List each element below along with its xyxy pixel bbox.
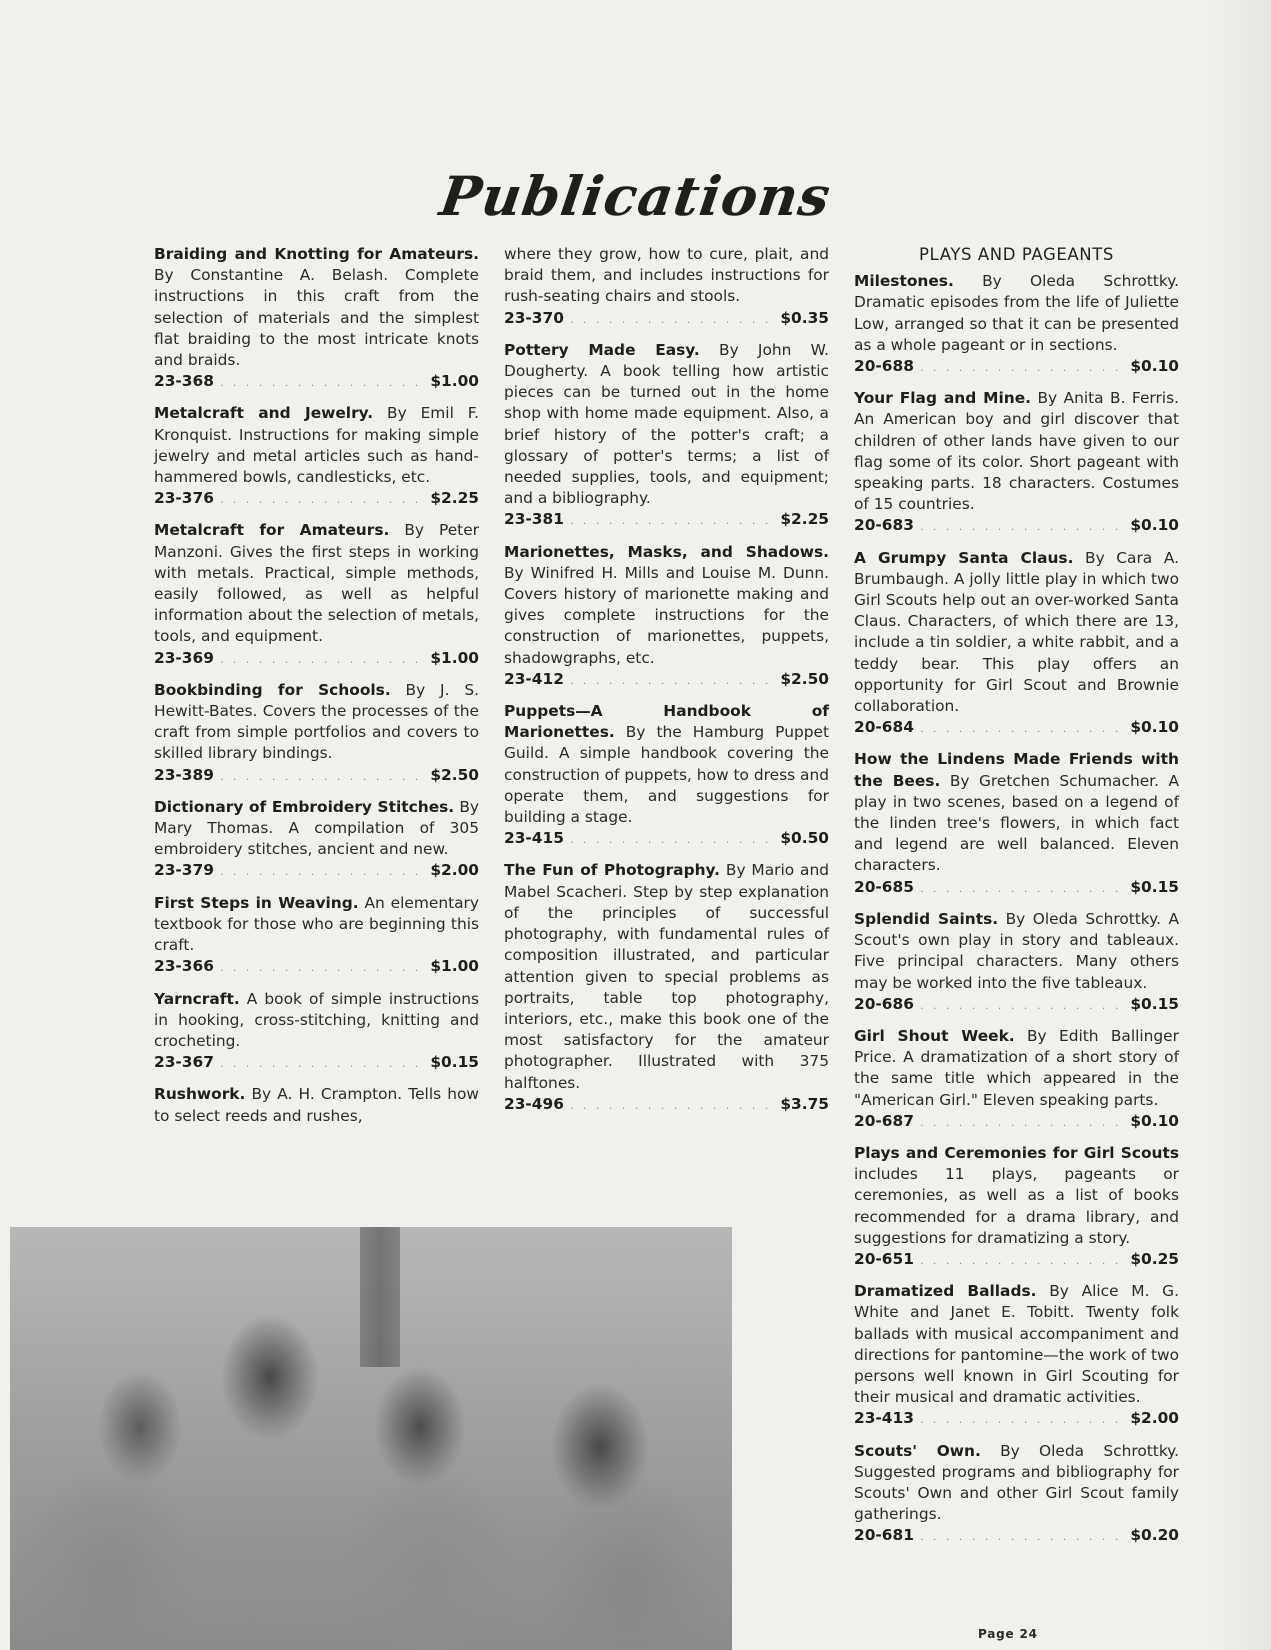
entry-title: Pottery Made Easy.	[504, 340, 700, 359]
entry-price: $2.50	[430, 765, 479, 784]
entry-code: 23-379	[154, 861, 214, 880]
price-line	[154, 860, 479, 882]
entry-code: 23-376	[154, 489, 214, 508]
entry-title: Dramatized Ballads.	[854, 1282, 1037, 1301]
entry-code: 23-367	[154, 1053, 214, 1072]
entry-price: $1.00	[430, 372, 479, 391]
entry-title: Puppets—A Handbook of Marionettes.	[504, 702, 829, 742]
price-line	[504, 308, 829, 330]
entry-price: $0.20	[1130, 1526, 1179, 1545]
catalog-entry	[854, 388, 1179, 537]
dot-leader	[920, 516, 1124, 537]
price-line	[504, 509, 829, 531]
dot-leader	[220, 372, 424, 393]
entry-description: where they grow, how to cure, plait, and braid them, and includes instructions for rush-seating chairs and stools.	[504, 245, 829, 306]
page-number: Page 24	[978, 1627, 1038, 1641]
entry-price: $1.00	[430, 648, 479, 667]
dot-leader	[920, 357, 1124, 378]
entry-description: By Oleda Schrottky. A Scout's own play in story and tableaux. Five principal characters. Many others may be worked into the five tableaux.	[854, 909, 1179, 992]
entry-code: 23-366	[154, 957, 214, 976]
price-line	[854, 1408, 1179, 1430]
entry-title: Marionettes, Masks, and Shadows.	[504, 542, 829, 561]
catalog-entry-continued	[154, 1084, 479, 1126]
price-line	[154, 648, 479, 670]
catalog-entry	[854, 1441, 1179, 1548]
column-plays-and-pageants	[854, 244, 1179, 1558]
entry-description: By Alice M. G. White and Janet E. Tobitt. Twenty folk ballads with musical accompaniment and directions for pantomine—the work of two persons well known in Girl Scouting for their musical and dramatic activities.	[854, 1282, 1179, 1407]
entry-title: Plays and Ceremonies for Girl Scouts	[854, 1143, 1179, 1162]
entry-title: Girl Shout Week.	[854, 1026, 1015, 1045]
catalog-entry	[154, 244, 479, 393]
column-crafts-2	[504, 244, 829, 1126]
entry-description: By Oleda Schrottky. Suggested programs and bibliography for Scouts' Own and other Girl Scout family gatherings.	[854, 1441, 1179, 1524]
entry-description: By Anita B. Ferris. An American boy and girl discover that children of other lands have given to our flag some of its color. Short pageant with speaking parts. 18 characters. Costumes of 15 countries.	[854, 389, 1179, 514]
dot-leader	[220, 861, 424, 882]
entry-title: Metalcraft for Amateurs.	[154, 521, 390, 540]
entry-title: A Grumpy Santa Claus.	[854, 548, 1074, 567]
price-line	[854, 515, 1179, 537]
dot-leader	[220, 1053, 424, 1074]
entry-price: $0.15	[1130, 877, 1179, 896]
column-crafts-1	[154, 244, 479, 1137]
catalog-entry	[854, 1026, 1179, 1133]
dot-leader	[220, 649, 424, 670]
entry-title: Metalcraft and Jewelry.	[154, 404, 374, 423]
entry-code: 23-413	[854, 1409, 914, 1428]
price-line	[154, 1052, 479, 1074]
dot-leader	[220, 766, 424, 787]
price-line	[154, 765, 479, 787]
entry-description: A book of simple instructions in hooking, cross-stitching, knitting and crocheting.	[154, 989, 479, 1050]
dot-leader	[920, 718, 1124, 739]
entry-code: 23-412	[504, 669, 564, 688]
entry-title: Splendid Saints.	[854, 909, 999, 928]
price-line	[154, 956, 479, 978]
entry-title: How the Lindens Made Friends with the Bees.	[854, 750, 1179, 790]
entry-price: $3.75	[780, 1094, 829, 1113]
entry-code: 20-684	[854, 718, 914, 737]
entry-description: By Mary Thomas. A compilation of 305 embroidery stitches, ancient and new.	[154, 797, 479, 859]
price-line	[854, 356, 1179, 378]
girl-scouts-photograph	[10, 1227, 732, 1650]
entry-description: By Oleda Schrottky. Dramatic episodes from the life of Juliette Low, arranged so that it can be presented as a whole pageant or in sections.	[854, 272, 1179, 354]
price-line	[504, 1094, 829, 1116]
entry-price: $2.25	[430, 489, 479, 508]
price-line	[854, 877, 1179, 899]
catalog-entry	[154, 893, 479, 979]
entry-price: $2.50	[780, 669, 829, 688]
dot-leader	[920, 995, 1124, 1016]
dot-leader	[570, 670, 774, 691]
entry-title: Yarncraft.	[154, 989, 240, 1008]
dot-leader	[920, 1409, 1124, 1430]
dot-leader	[920, 1526, 1124, 1547]
price-line	[854, 717, 1179, 739]
entry-title: Bookbinding for Schools.	[154, 680, 391, 699]
entry-title: First Steps in Weaving.	[154, 893, 359, 912]
catalog-entry	[854, 271, 1179, 378]
entry-code: 20-686	[854, 994, 914, 1013]
catalog-entry	[854, 548, 1179, 740]
catalog-entry	[504, 340, 829, 532]
catalog-entry	[154, 403, 479, 510]
entry-description: By Constantine A. Belash. Complete instructions in this craft from the selection of materials and the simplest flat braiding to the most intricate knots and braids.	[154, 266, 479, 370]
price-line	[854, 1249, 1179, 1271]
section-heading: PLAYS AND PAGEANTS	[919, 245, 1114, 264]
catalog-entry	[154, 520, 479, 669]
catalog-entry	[504, 701, 829, 850]
page-title: Publications	[436, 164, 835, 229]
entry-code: 23-381	[504, 510, 564, 529]
catalog-entry	[154, 989, 479, 1075]
entry-price: $2.25	[780, 510, 829, 529]
price-line	[854, 1111, 1179, 1133]
catalog-entry	[854, 909, 1179, 1016]
entry-title: Rushwork.	[154, 1085, 246, 1104]
entry-description: includes 11 plays, pageants or ceremonies, as well as a list of books recommended for a drama library, and suggestions for dramatizing a story.	[854, 1165, 1179, 1247]
entry-description: By Mario and Mabel Scacheri. Step by step explanation of the principles of successful photography, with fundamental rules of composition illustrated, and particular attention given to special problems as portraits, table top photography, interiors, etc., make this book one of the most satisfactory for the amateur photographer. Illustrated with 375 halftones.	[504, 861, 829, 1092]
entry-description: By the Hamburg Puppet Guild. A simple handbook covering the construction of puppets, how to dress and operate them, and suggestions for building a stage.	[504, 723, 829, 827]
entry-description: By J. S. Hewitt-Bates. Covers the processes of the craft from simple portfolios and covers to skilled library bindings.	[154, 680, 479, 763]
price-line	[854, 994, 1179, 1016]
entry-description: By John W. Dougherty. A book telling how artistic pieces can be turned out in the home shop with home made equipment. Also, a brief history of the potter's craft; a glossary of potter's terms; a list of needed supplies, tools, and equipment; and a bibliography.	[504, 340, 829, 508]
entry-code: 20-685	[854, 877, 914, 896]
entry-code: 20-651	[854, 1249, 914, 1268]
catalog-entry	[854, 1281, 1179, 1430]
entry-code: 20-688	[854, 357, 914, 376]
entry-title: Scouts' Own.	[854, 1441, 981, 1460]
dot-leader	[920, 1112, 1124, 1133]
entry-description: By Gretchen Schumacher. A play in two scenes, based on a legend of the linden tree's flowers, in which fact and legend are well balanced. Eleven characters.	[854, 771, 1179, 875]
entry-price: $0.10	[1130, 357, 1179, 376]
entry-price: $1.00	[430, 957, 479, 976]
entry-code: 20-687	[854, 1111, 914, 1130]
dot-leader	[920, 1250, 1124, 1271]
entry-description: By Peter Manzoni. Gives the first steps in working with metals. Practical, simple methods, easily followed, as well as helpful information about the selection of metals, tools, and equipment.	[154, 521, 479, 646]
price-line	[154, 371, 479, 393]
entry-title: Braiding and Knotting for Amateurs.	[154, 245, 479, 263]
tree-trunk-shape	[360, 1227, 400, 1367]
entry-description: By Emil F. Kronquist. Instructions for making simple jewelry and metal articles such as hand-hammered bowls, candlesticks, etc.	[154, 404, 479, 487]
entry-code: 23-368	[154, 372, 214, 391]
dot-leader	[570, 309, 774, 330]
entry-title: Milestones.	[854, 272, 954, 291]
entry-title: Dictionary of Embroidery Stitches.	[154, 797, 455, 816]
price-line	[154, 488, 479, 510]
catalog-entry	[154, 797, 479, 883]
entry-code: 23-496	[504, 1094, 564, 1113]
entry-code: 20-683	[854, 516, 914, 535]
entry-price: $0.10	[1130, 1111, 1179, 1130]
entry-description: By Cara A. Brumbaugh. A jolly little play in which two Girl Scouts help out an over-worked Santa Claus. Characters, of which there are 13, include a tin soldier, a white rabbit, and a teddy bear. This play offers an opportunity for Girl Scout and Brownie collaboration.	[854, 548, 1179, 716]
entry-title: Your Flag and Mine.	[854, 389, 1031, 408]
entry-price: $2.00	[430, 861, 479, 880]
entry-title: The Fun of Photography.	[504, 861, 721, 880]
catalog-entry	[854, 1143, 1179, 1271]
dot-leader	[220, 489, 424, 510]
price-line	[504, 669, 829, 691]
entry-price: $0.35	[780, 308, 829, 327]
dot-leader	[570, 829, 774, 850]
entry-description: By Edith Ballinger Price. A dramatization of a short story of the same title which appeared in the "American Girl." Eleven speaking parts.	[854, 1026, 1179, 1109]
catalog-entry	[854, 749, 1179, 898]
catalog-entry	[504, 542, 829, 691]
entry-description: By A. H. Crampton. Tells how to select reeds and rushes,	[154, 1085, 479, 1125]
entry-price: $2.00	[1130, 1409, 1179, 1428]
entry-price: $0.50	[780, 829, 829, 848]
entry-code: 20-681	[854, 1526, 914, 1545]
dot-leader	[220, 957, 424, 978]
entry-code: 23-369	[154, 648, 214, 667]
entry-description: An elementary textbook for those who are beginning this craft.	[154, 893, 479, 955]
catalog-entry-continuation	[504, 244, 829, 330]
catalog-entry	[154, 680, 479, 787]
entry-description: By Winifred H. Mills and Louise M. Dunn. Covers history of marionette making and gives complete instructions for the construction of marionettes, puppets, shadowgraphs, etc.	[504, 563, 829, 667]
dot-leader	[570, 510, 774, 531]
price-line	[854, 1525, 1179, 1547]
price-line	[504, 828, 829, 850]
catalog-entry	[504, 860, 829, 1115]
entry-price: $0.15	[430, 1053, 479, 1072]
page-edge-shadow	[1201, 0, 1271, 1650]
entry-price: $0.15	[1130, 994, 1179, 1013]
entry-code: 23-389	[154, 765, 214, 784]
entry-price: $0.10	[1130, 718, 1179, 737]
entry-code: 23-370	[504, 308, 564, 327]
dot-leader	[920, 878, 1124, 899]
entry-code: 23-415	[504, 829, 564, 848]
entry-price: $0.10	[1130, 516, 1179, 535]
entry-price: $0.25	[1130, 1249, 1179, 1268]
dot-leader	[570, 1095, 774, 1116]
